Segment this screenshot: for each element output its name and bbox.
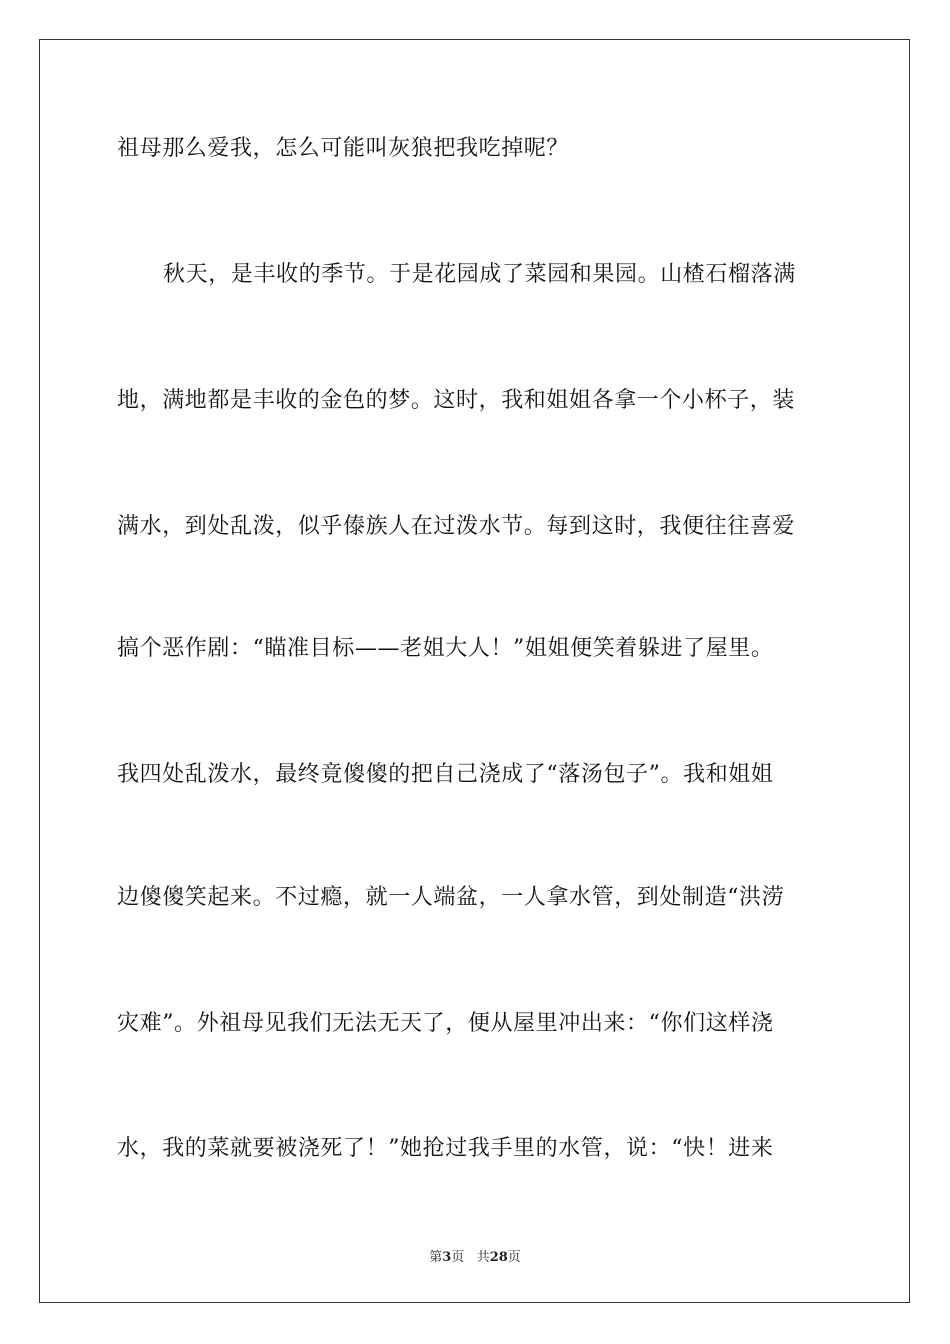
text-line: 我四处乱泼水，最终竟傻傻的把自己浇成了“落汤包子”。我和姐姐	[117, 762, 774, 787]
page-suffix: 页	[451, 1250, 465, 1265]
text-line: 祖母那么爱我，怎么可能叫灰狼把我吃掉呢？	[117, 136, 570, 161]
text-line: 边傻傻笑起来。不过瘾，就一人端盆，一人拿水管，到处制造“洪涝	[117, 885, 785, 910]
page-number: 3	[442, 1250, 452, 1265]
text-line: 灾难”。外祖母见我们无法无天了，便从屋里冲出来：“你们这样浇	[117, 1011, 774, 1036]
text-line: 地，满地都是丰收的金色的梦。这时，我和姐姐各拿一个小杯子，装	[117, 388, 796, 413]
page-footer	[0, 1246, 950, 1265]
text-line: 搞个恶作剧：“瞄准目标——老姐大人！”姐姐便笑着躲进了屋里。	[117, 636, 774, 661]
total-prefix: 共	[476, 1250, 490, 1265]
text-line: 水，我的菜就要被浇死了！”她抢过我手里的水管，说：“快！进来	[117, 1136, 774, 1161]
paragraph-start-line: 秋天，是丰收的季节。于是花园成了菜园和果园。山楂石榴落满	[163, 262, 796, 287]
total-suffix: 页	[507, 1250, 521, 1265]
page-border	[39, 39, 910, 1303]
total-pages: 28	[489, 1250, 508, 1265]
text-line: 满水，到处乱泼，似乎傣族人在过泼水节。每到这时，我便往往喜爱	[117, 514, 796, 539]
page-prefix: 第	[429, 1250, 443, 1265]
